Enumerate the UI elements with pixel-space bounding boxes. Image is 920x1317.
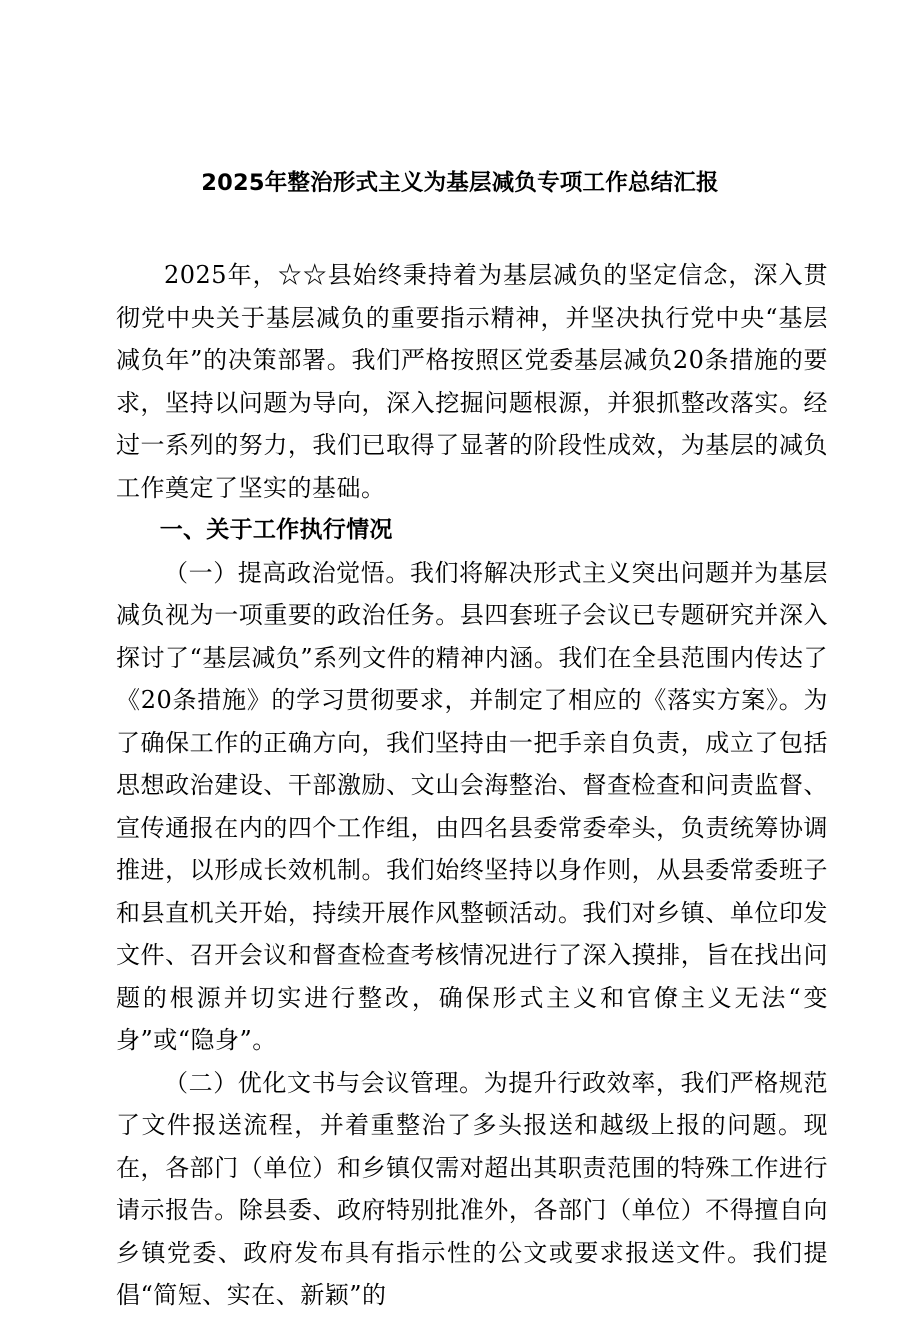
intro-paragraph: 2025年，☆☆县始终秉持着为基层减负的坚定信念，深入贯彻党中央关于基层减负的重要指示精神，并坚决执行党中央“基层减负年”的决策部署。我们严格按照区党委基层减负20条措施的要求，坚持以问题为导向，深入挖掘问题根源，并狠抓整改落实。经过一系列的努力，我们已取得了显著的阶段性成效，为基层的减负工作奠定了坚实的基础。: [116, 261, 828, 502]
document-title: 2025年整治形式主义为基层减负专项工作总结汇报: [201, 170, 719, 196]
paragraph-document-meeting-management: （二）优化文书与会议管理。为提升行政效率，我们严格规范了文件报送流程，并着重整治了多头报送和越级上报的问题。现在，各部门（单位）和乡镇仅需对超出其职责范围的特殊工作进行请示报告。除县委、政府特别批准外，各部门（单位）不得擅自向乡镇党委、政府发布具有指示性的公文或要求报送文件。我们提倡“简短、实在、新颖”的: [116, 1068, 828, 1309]
document-body: [116, 254, 828, 1317]
paragraph-political-awareness: （一）提高政治觉悟。我们将解决形式主义突出问题并为基层减负视为一项重要的政治任务。县四套班子会议已专题研究并深入探讨了“基层减负”系列文件的精神内涵。我们在全县范围内传达了《20条措施》的学习贯彻要求，并制定了相应的《落实方案》。为了确保工作的正确方向，我们坚持由一把手亲自负责，成立了包括思想政治建设、干部激励、文山会海整治、督查检查和问责监督、宣传通报在内的四个工作组，由四名县委常委牵头，负责统筹协调推进，以形成长效机制。我们始终坚持以身作则，从县委常委班子和县直机关开始，持续开展作风整顿活动。我们对乡镇、单位印发文件、召开会议和督查检查考核情况进行了深入摸排，旨在找出问题的根源并切实进行整改，确保形式主义和官僚主义无法“变身”或“隐身”。: [116, 558, 828, 1054]
section-heading-work-execution: 一、关于工作执行情况: [159, 517, 393, 543]
